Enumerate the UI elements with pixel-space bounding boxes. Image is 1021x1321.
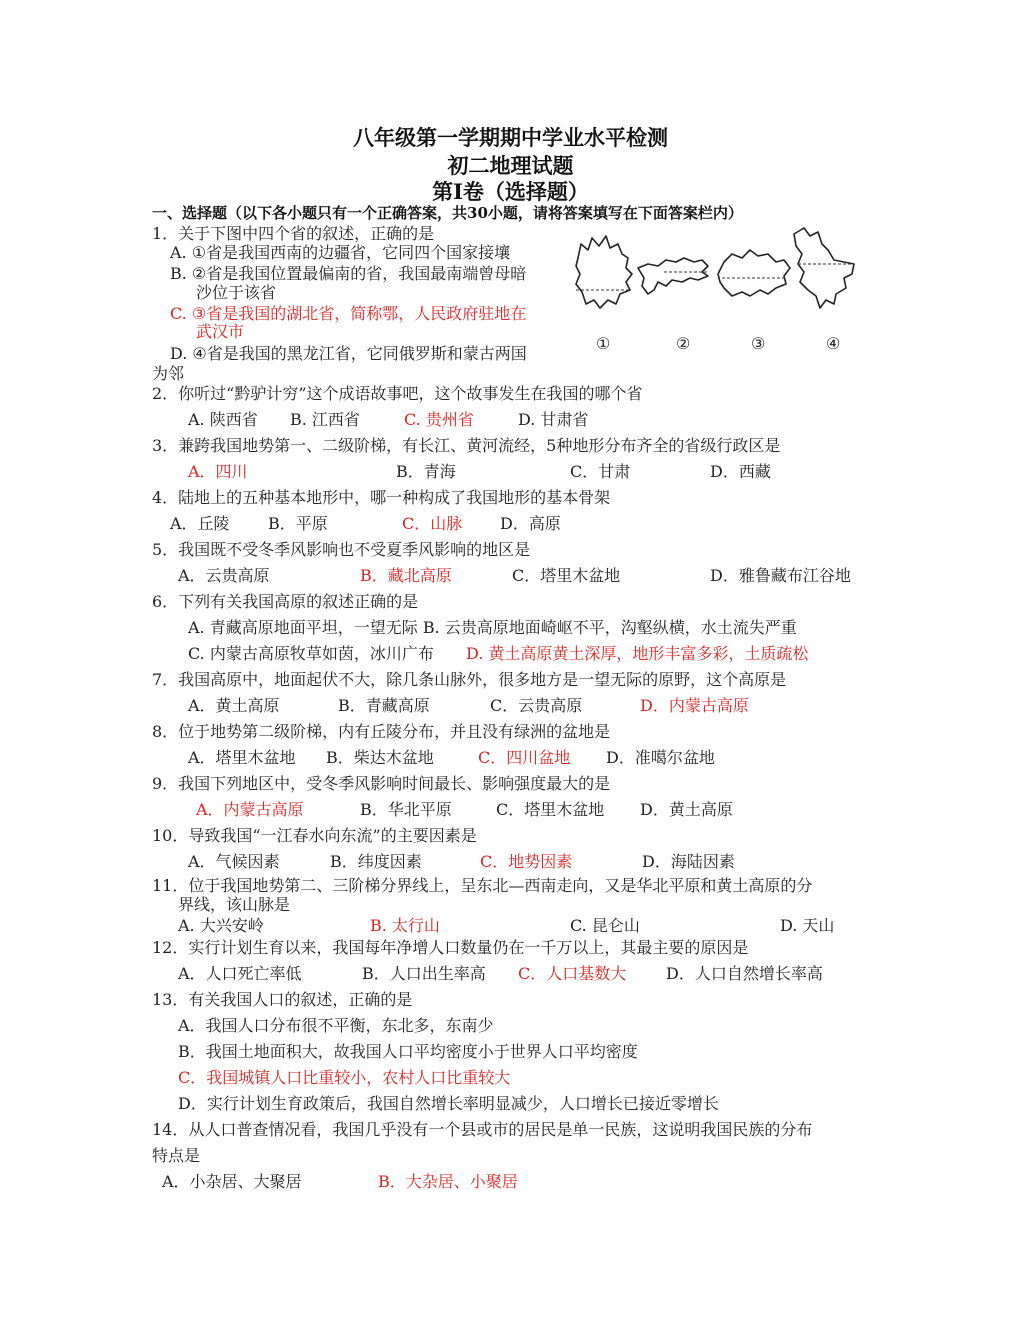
figure-label-3: ③ [751,334,766,353]
question-9-option-b: B．华北平原 [360,800,452,819]
volume-title: 第Ⅰ卷（选择题） [432,179,589,204]
province-outline-1 [576,236,632,308]
question-10-option-b: B．纬度因素 [330,852,422,871]
province-maps-figure [572,224,862,314]
question-1-option-a: A. ①省是我国西南的边疆省，它同四个国家接壤 [170,243,511,262]
question-10-option-c-answer: C．地势因素 [480,852,573,871]
question-6-option-c: C. 内蒙古高原牧草如茵，冰川广布 [188,644,434,663]
question-5-option-a: A．云贵高原 [178,566,270,585]
question-7-option-b: B．青藏高原 [338,696,430,715]
question-7-option-a: A．黄土高原 [188,696,280,715]
question-6-option-d-answer: D. 黄土高原黄土深厚，地形丰富多彩，土质疏松 [466,644,809,663]
question-1-option-b: B. ②省是我国位置最偏南的省，我国最南端曾母暗 [170,264,527,283]
question-9-option-d: D．黄土高原 [640,800,733,819]
question-12-option-c-answer: C．人口基数大 [518,964,627,983]
question-12-stem: 12．实行计划生育以来，我国每年净增人口数量仍在一千万以上，其最主要的原因是 [152,938,749,957]
question-14-option-a: A．小杂居、大聚居 [162,1172,302,1191]
question-11-option-d: D. 天山 [780,916,835,935]
question-12-option-b: B．人口出生率高 [362,964,486,983]
question-8-option-b: B．柴达木盆地 [326,748,434,767]
question-9-option-c: C．塔里木盆地 [496,800,605,819]
province-outline-2 [638,258,708,294]
question-10-stem: 10．导致我国“一江春水向东流”的主要因素是 [152,826,477,845]
question-1-option-d-cont: 为邻 [152,364,185,383]
question-14-option-b-answer: B．大杂居、小聚居 [378,1172,518,1191]
question-1-option-b-cont: 沙位于该省 [196,283,277,302]
question-9-option-a-answer: A．内蒙古高原 [196,800,304,819]
question-2-option-c-answer: C. 贵州省 [404,410,474,429]
province-outline-3 [718,250,790,296]
question-13-option-c-answer: C．我国城镇人口比重较小，农村人口比重较大 [178,1068,511,1087]
question-10-option-a: A．气候因素 [188,852,280,871]
question-13-option-b: B．我国土地面积大，故我国人口平均密度小于世界人口平均密度 [178,1042,638,1061]
question-2-option-d: D. 甘肃省 [518,410,589,429]
question-7-stem: 7．我国高原中，地面起伏不大，除几条山脉外，很多地方是一望无际的原野，这个高原是 [152,670,787,689]
question-11-option-a: A. 大兴安岭 [178,916,264,935]
exam-title: 八年级第一学期期中学业水平检测 [353,125,668,150]
question-9-stem: 9．我国下列地区中，受冬季风影响时间最长、影响强度最大的是 [152,774,611,793]
question-1-option-c-cont: 武汉市 [196,322,245,341]
question-5-stem: 5．我国既不受冬季风影响也不受夏季风影响的地区是 [152,540,531,559]
question-8-option-a: A．塔里木盆地 [188,748,296,767]
province-outline-4 [794,228,854,308]
exam-subtitle: 初二地理试题 [447,153,574,178]
question-2-option-a: A. 陕西省 [188,410,258,429]
question-8-option-d: D．准噶尔盆地 [606,748,715,767]
question-4-option-d: D．高原 [500,514,561,533]
question-13-option-d: D．实行计划生育政策后，我国自然增长率明显减少，人口增长已接近零增长 [178,1094,719,1113]
question-14-stem: 14．从人口普查情况看，我国几乎没有一个县或市的居民是单一民族，这说明我国民族的分布 [152,1120,813,1139]
question-13-stem: 13．有关我国人口的叙述，正确的是 [152,990,413,1009]
question-12-option-d: D．人口自然增长率高 [666,964,823,983]
question-5-option-b-answer: B．藏北高原 [360,566,452,585]
question-8-stem: 8．位于地势第二级阶梯，内有丘陵分布，并且没有绿洲的盆地是 [152,722,611,741]
question-6-options-ab: A. 青藏高原地面平坦，一望无际 B. 云贵高原地面崎岖不平，沟壑纵横，水土流失严重 [188,618,797,637]
question-1-stem: 1．关于下图中四个省的叙述，正确的是 [152,224,435,243]
figure-label-2: ② [676,334,691,353]
question-3-option-b: B．青海 [396,462,456,481]
section-heading: 一、选择题（以下各小题只有一个正确答案，共30小题，请将答案填写在下面答案栏内） [152,204,743,222]
question-4-option-b: B．平原 [268,514,328,533]
question-7-option-d-answer: D．内蒙古高原 [640,696,749,715]
question-3-option-a-answer: A．四川 [188,462,248,481]
question-11-option-c: C. 昆仑山 [570,916,640,935]
question-3-option-c: C．甘肃 [570,462,631,481]
question-1-option-c-answer: C. ③省是我国的湖北省，简称鄂，人民政府驻地在 [170,304,527,323]
question-3-stem: 3．兼跨我国地势第一、二级阶梯，有长江、黄河流经，5种地形分布齐全的省级行政区是 [152,436,781,455]
figure-label-4: ④ [826,334,841,353]
question-1-option-d: D. ④省是我国的黑龙江省，它同俄罗斯和蒙古两国 [170,344,527,363]
question-6-stem: 6．下列有关我国高原的叙述正确的是 [152,592,419,611]
question-8-option-c-answer: C．四川盆地 [478,748,571,767]
question-10-option-d: D．海陆因素 [642,852,735,871]
question-4-stem: 4．陆地上的五种基本地形中，哪一种构成了我国地形的基本骨架 [152,488,611,507]
question-5-option-d: D．雅鲁藏布江谷地 [710,566,851,585]
question-11-stem: 11．位于我国地势第二、三阶梯分界线上，呈东北—西南走向，又是华北平原和黄土高原的分 [152,876,813,895]
question-7-option-c: C．云贵高原 [490,696,583,715]
question-12-option-a: A．人口死亡率低 [178,964,302,983]
question-3-option-d: D．西藏 [710,462,771,481]
question-2-option-b: B. 江西省 [290,410,360,429]
question-5-option-c: C．塔里木盆地 [512,566,621,585]
question-2-stem: 2．你听过“黔驴计穷”这个成语故事吧，这个故事发生在我国的哪个省 [152,384,643,403]
question-4-option-a: A．丘陵 [170,514,230,533]
question-14-stem-cont: 特点是 [152,1146,201,1165]
question-11-option-b-answer: B. 太行山 [370,916,440,935]
figure-label-1: ① [596,334,611,353]
question-4-option-c-answer: C．山脉 [402,514,463,533]
question-13-option-a: A．我国人口分布很不平衡，东北多，东南少 [178,1016,494,1035]
question-11-stem-cont: 界线，该山脉是 [178,895,291,914]
